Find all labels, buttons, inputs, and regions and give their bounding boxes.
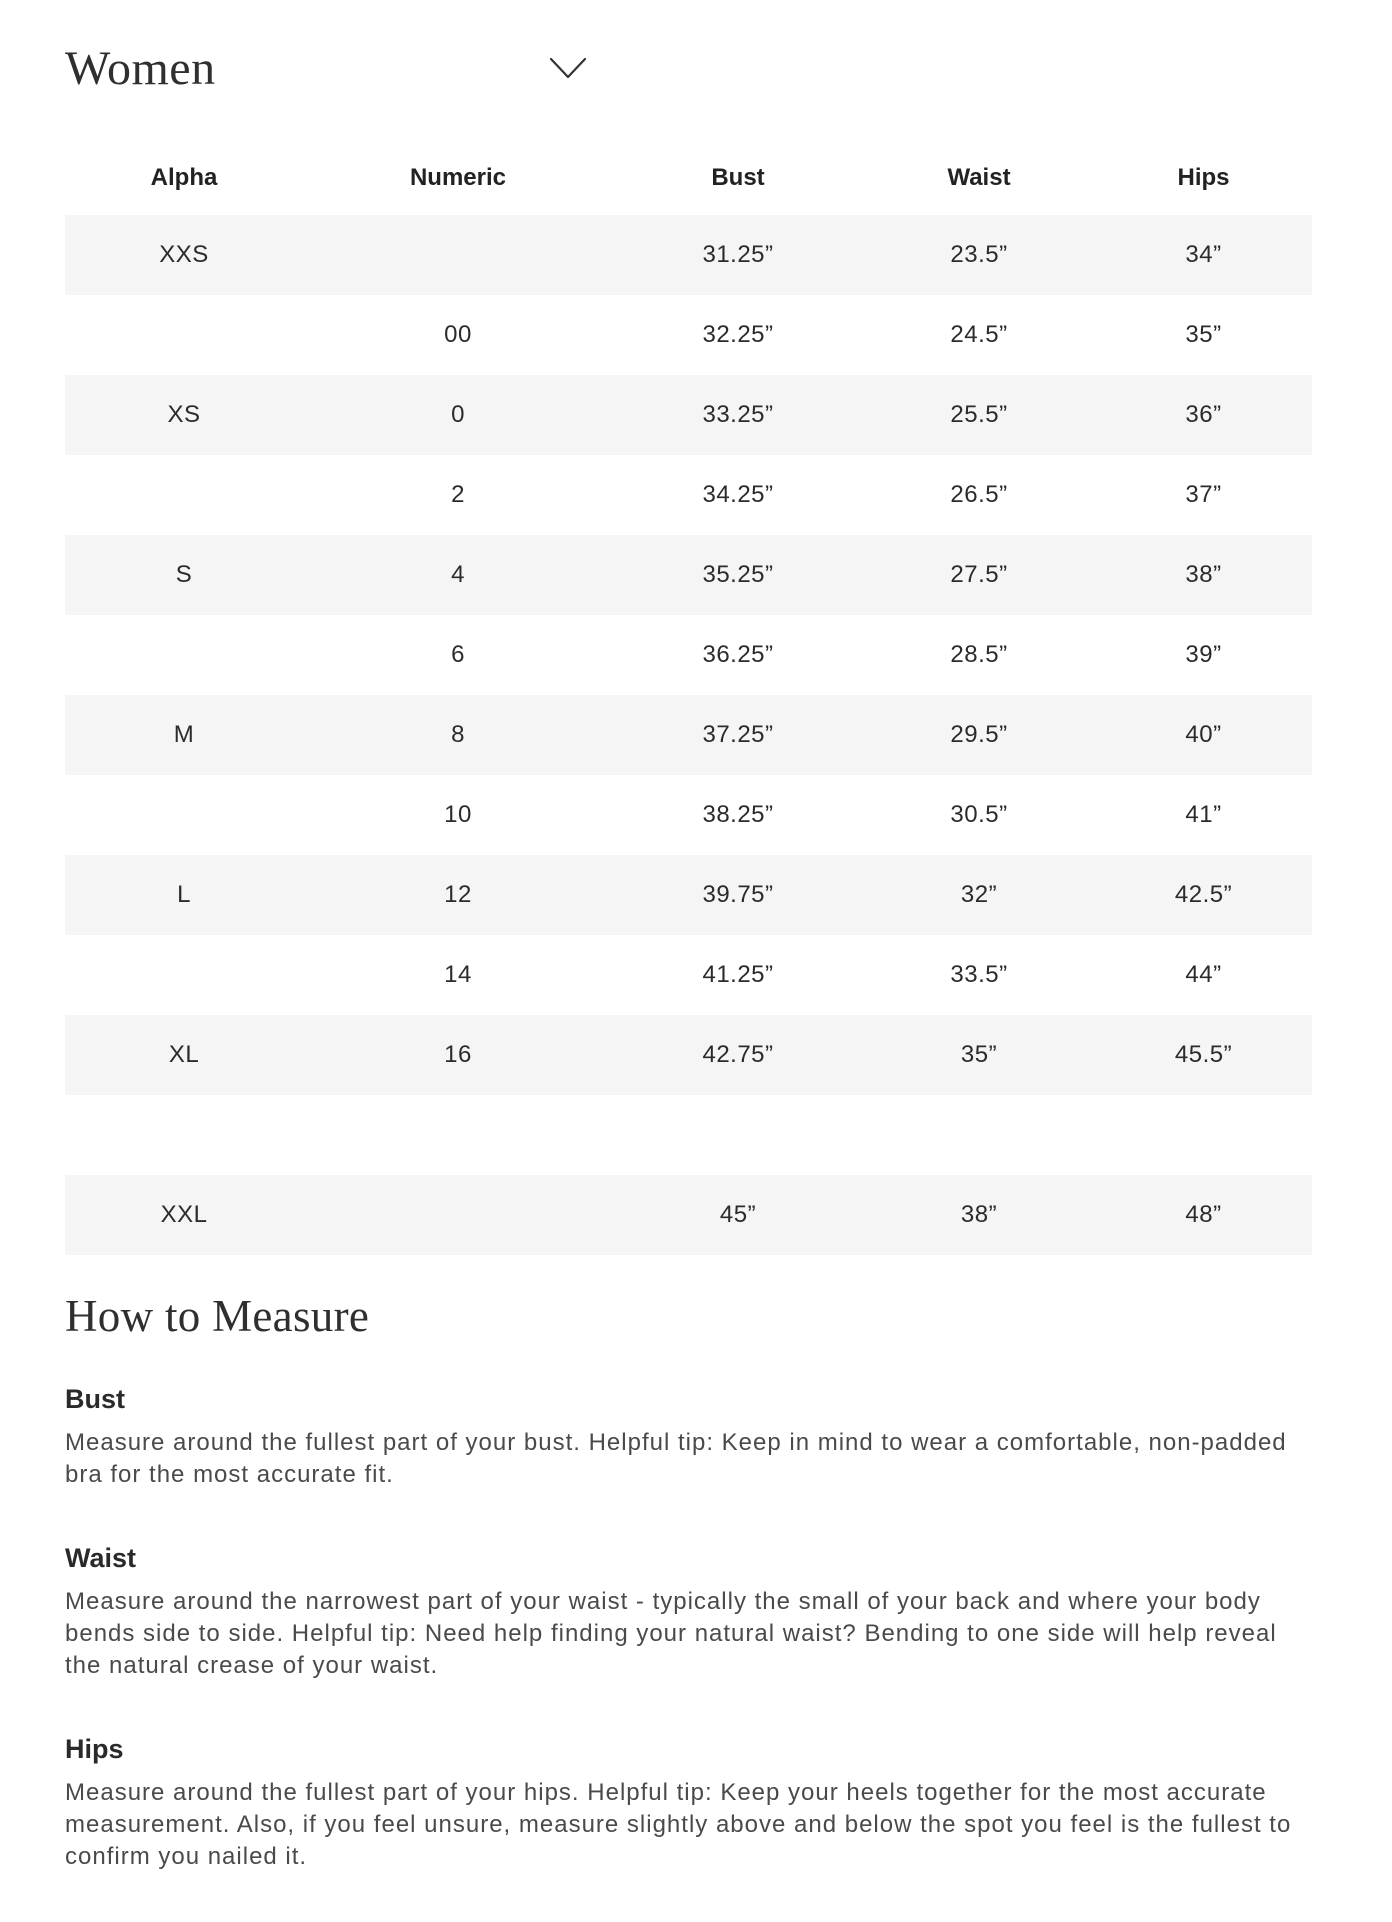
- cell-numeric: 2: [451, 481, 465, 508]
- cell-bust: 37.25”: [702, 721, 774, 748]
- cell-waist: 29.5”: [950, 721, 1008, 748]
- cell-bust: 34.25”: [702, 481, 774, 508]
- cell-bust: 38.25”: [702, 801, 774, 828]
- table-row: [65, 375, 1312, 455]
- table-row: [65, 775, 1312, 855]
- measure-text: Measure around the narrowest part of your waist - typically the small of your back and where your body bends side to side. Helpful tip: Need help finding your natural waist? Bending to one side will help reveal the natural crease of your waist.: [65, 1588, 1277, 1679]
- cell-hips: 38”: [1185, 561, 1222, 588]
- cell-hips: 35”: [1185, 321, 1222, 348]
- cell-hips: 48”: [1185, 1201, 1222, 1228]
- header-bust: Bust: [711, 163, 765, 191]
- measure-item-waist: [65, 1543, 1312, 1682]
- chevron-down-icon[interactable]: [549, 56, 587, 80]
- cell-hips: 41”: [1185, 801, 1222, 828]
- cell-alpha: XS: [167, 401, 201, 428]
- cell-waist: 32”: [960, 881, 998, 908]
- table-row: [65, 295, 1312, 375]
- cell-hips: 34”: [1185, 241, 1222, 268]
- cell-waist: 25.5”: [950, 401, 1008, 428]
- table-body: [65, 215, 1312, 1255]
- cell-numeric: 12: [444, 881, 472, 908]
- header-numeric: Numeric: [409, 163, 507, 191]
- cell-alpha: XXS: [159, 241, 209, 268]
- table-row: [65, 455, 1312, 535]
- measure-item-bust: [65, 1384, 1312, 1491]
- measure-heading: Hips: [65, 1734, 124, 1764]
- cell-alpha: M: [173, 721, 195, 748]
- category-dropdown[interactable]: [65, 38, 595, 98]
- cell-numeric: 00: [444, 321, 472, 348]
- table-row: [65, 695, 1312, 775]
- cell-hips: 39”: [1185, 641, 1222, 668]
- cell-numeric: 6: [451, 641, 465, 668]
- cell-bust: 42.75”: [702, 1041, 774, 1068]
- cell-bust: 41.25”: [702, 961, 774, 988]
- measure-text: Measure around the fullest part of your bust. Helpful tip: Keep in mind to wear a comfortable, non-padded bra for the most accurate fit.: [65, 1429, 1287, 1488]
- cell-bust: 36.25”: [702, 641, 774, 668]
- table-row: [65, 935, 1312, 1015]
- how-to-measure-title: How to Measure: [65, 1291, 370, 1341]
- cell-hips: 37”: [1185, 481, 1222, 508]
- cell-waist: 35”: [960, 1041, 998, 1068]
- table-row: [65, 615, 1312, 695]
- measure-heading: Waist: [65, 1543, 137, 1573]
- cell-numeric: 10: [444, 801, 472, 828]
- header-waist: Waist: [947, 163, 1011, 191]
- cell-waist: 28.5”: [950, 641, 1008, 668]
- table-row: [65, 535, 1312, 615]
- table-row: [65, 1015, 1312, 1095]
- cell-bust: 33.25”: [702, 401, 774, 428]
- cell-hips: 36”: [1185, 401, 1222, 428]
- table-header: [65, 140, 1312, 215]
- header-hips: Hips: [1177, 163, 1230, 191]
- cell-hips: 42.5”: [1174, 881, 1233, 908]
- cell-waist: 33.5”: [950, 961, 1008, 988]
- cell-alpha: XXL: [160, 1201, 208, 1228]
- cell-numeric: 0: [451, 401, 465, 428]
- cell-bust: 35.25”: [702, 561, 774, 588]
- cell-bust: 39.75”: [702, 881, 774, 908]
- cell-alpha: S: [175, 561, 193, 588]
- size-table: [65, 140, 1312, 1255]
- measure-item-hips: [65, 1734, 1312, 1873]
- table-spacer: [65, 1095, 1312, 1175]
- cell-waist: 38”: [960, 1201, 998, 1228]
- cell-bust: 32.25”: [702, 321, 774, 348]
- how-to-measure-section: [65, 1290, 1312, 1922]
- category-title: Women: [65, 41, 216, 95]
- cell-hips: 44”: [1185, 961, 1222, 988]
- table-row: [65, 855, 1312, 935]
- cell-waist: 27.5”: [950, 561, 1008, 588]
- cell-hips: 40”: [1185, 721, 1222, 748]
- cell-numeric: 4: [451, 561, 465, 588]
- cell-hips: 45.5”: [1174, 1041, 1233, 1068]
- cell-numeric: 14: [444, 961, 472, 988]
- table-row: [65, 1175, 1312, 1255]
- header-alpha: Alpha: [150, 163, 218, 191]
- cell-waist: 30.5”: [950, 801, 1008, 828]
- cell-waist: 26.5”: [950, 481, 1008, 508]
- cell-alpha: L: [177, 881, 191, 908]
- cell-bust: 31.25”: [702, 241, 774, 268]
- measure-heading: Bust: [65, 1384, 125, 1414]
- cell-bust: 45”: [719, 1201, 757, 1228]
- cell-numeric: 16: [444, 1041, 472, 1068]
- cell-waist: 24.5”: [950, 321, 1008, 348]
- cell-waist: 23.5”: [950, 241, 1008, 268]
- cell-numeric: 8: [451, 721, 465, 748]
- measure-text: Measure around the fullest part of your hips. Helpful tip: Keep your heels together for the most accurate measurement. Also, if you feel unsure, measure slightly above and below the spot you feel is the fullest to confirm you nailed it.: [65, 1779, 1292, 1870]
- table-row: [65, 215, 1312, 295]
- cell-alpha: XL: [168, 1041, 200, 1068]
